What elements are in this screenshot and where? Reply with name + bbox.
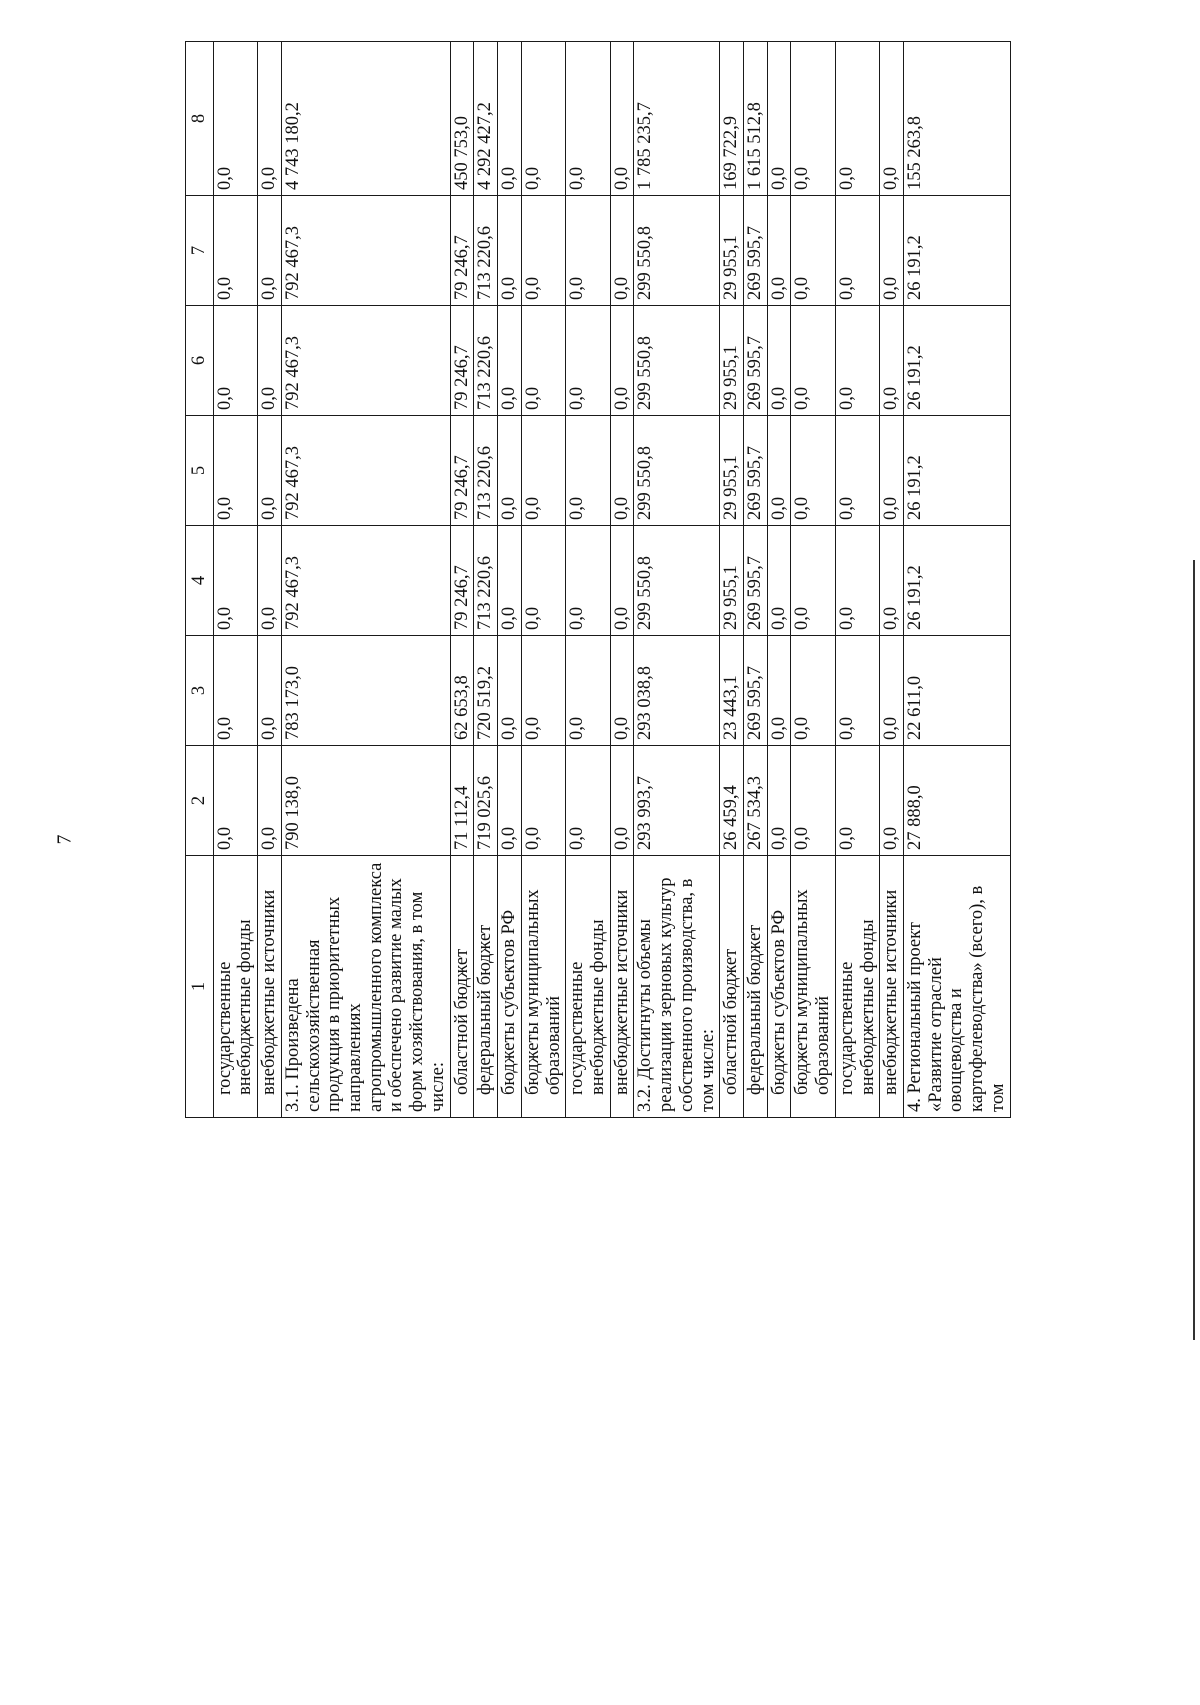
value-cell: 1 615 512,8: [743, 42, 767, 196]
value-cell: 783 173,0: [281, 636, 450, 746]
row-label: бюджеты субъектов РФ: [498, 856, 522, 1118]
value-cell: 713 220,6: [474, 416, 498, 526]
value-cell: 79 246,7: [450, 196, 474, 306]
value-cell: 0,0: [835, 42, 879, 196]
value-cell: 0,0: [521, 526, 565, 636]
row-label: государственные внебюджетные фонды: [566, 856, 610, 1118]
value-cell: 0,0: [498, 42, 522, 196]
value-cell: 29 955,1: [720, 196, 744, 306]
value-cell: 0,0: [258, 636, 282, 746]
value-cell: 22 611,0: [904, 636, 1011, 746]
value-cell: 450 753,0: [450, 42, 474, 196]
table-row: [791, 42, 835, 1118]
value-cell: 0,0: [258, 42, 282, 196]
value-cell: 0,0: [521, 42, 565, 196]
margin-rule: [1193, 560, 1195, 1340]
table-row: [904, 42, 1011, 1118]
value-cell: 0,0: [880, 636, 904, 746]
value-cell: 0,0: [213, 42, 257, 196]
row-label: внебюджетные источники: [880, 856, 904, 1118]
value-cell: 269 595,7: [743, 416, 767, 526]
value-cell: 269 595,7: [743, 196, 767, 306]
value-cell: 0,0: [566, 196, 610, 306]
value-cell: 269 595,7: [743, 526, 767, 636]
value-cell: 26 191,2: [904, 416, 1011, 526]
value-cell: 0,0: [498, 636, 522, 746]
value-cell: 0,0: [258, 746, 282, 856]
value-cell: 0,0: [835, 196, 879, 306]
column-header: 2: [186, 746, 214, 856]
value-cell: 0,0: [791, 636, 835, 746]
table-row: [566, 42, 610, 1118]
value-cell: 0,0: [566, 636, 610, 746]
value-cell: 713 220,6: [474, 196, 498, 306]
row-label: бюджеты муниципальных образований: [521, 856, 565, 1118]
value-cell: 790 138,0: [281, 746, 450, 856]
value-cell: 1 785 235,7: [634, 42, 720, 196]
value-cell: 792 467,3: [281, 306, 450, 416]
value-cell: 29 955,1: [720, 306, 744, 416]
row-label: государственные внебюджетные фонды: [835, 856, 879, 1118]
column-header: 7: [186, 196, 214, 306]
row-label: областной бюджет: [720, 856, 744, 1118]
value-cell: 169 722,9: [720, 42, 744, 196]
table-row: [474, 42, 498, 1118]
row-label: государственные внебюджетные фонды: [213, 856, 257, 1118]
column-header: 8: [186, 42, 214, 196]
value-cell: 792 467,3: [281, 526, 450, 636]
value-cell: 26 459,4: [720, 746, 744, 856]
value-cell: 0,0: [767, 526, 791, 636]
row-label: 3.1. Произведена сельскохозяйственная продукция в приоритетных направлениях агропромышленного комплекса и обеспечено развитие малых форм хозяйствования, в том числе:: [281, 856, 450, 1118]
value-cell: 26 191,2: [904, 526, 1011, 636]
value-cell: 0,0: [767, 196, 791, 306]
page-number: 7: [53, 834, 76, 845]
value-cell: 0,0: [835, 636, 879, 746]
value-cell: 0,0: [566, 526, 610, 636]
column-header: 5: [186, 416, 214, 526]
value-cell: 0,0: [566, 306, 610, 416]
value-cell: 0,0: [213, 306, 257, 416]
value-cell: 29 955,1: [720, 526, 744, 636]
column-header: 3: [186, 636, 214, 746]
value-cell: 293 993,7: [634, 746, 720, 856]
value-cell: 0,0: [258, 196, 282, 306]
table-row: [281, 42, 450, 1118]
value-cell: 0,0: [521, 636, 565, 746]
value-cell: 0,0: [791, 42, 835, 196]
value-cell: 293 038,8: [634, 636, 720, 746]
value-cell: 269 595,7: [743, 306, 767, 416]
table-row: [498, 42, 522, 1118]
value-cell: 23 443,1: [720, 636, 744, 746]
value-cell: 0,0: [521, 196, 565, 306]
value-cell: 0,0: [521, 306, 565, 416]
row-label: федеральный бюджет: [474, 856, 498, 1118]
value-cell: 0,0: [767, 636, 791, 746]
header-row: [186, 42, 214, 1118]
value-cell: 26 191,2: [904, 306, 1011, 416]
value-cell: 267 534,3: [743, 746, 767, 856]
value-cell: 62 653,8: [450, 636, 474, 746]
value-cell: 0,0: [258, 416, 282, 526]
value-cell: 0,0: [258, 306, 282, 416]
value-cell: 299 550,8: [634, 526, 720, 636]
value-cell: 0,0: [835, 746, 879, 856]
value-cell: 0,0: [880, 196, 904, 306]
value-cell: 713 220,6: [474, 526, 498, 636]
value-cell: 29 955,1: [720, 416, 744, 526]
value-cell: 299 550,8: [634, 416, 720, 526]
value-cell: 0,0: [498, 306, 522, 416]
value-cell: 720 519,2: [474, 636, 498, 746]
value-cell: 79 246,7: [450, 416, 474, 526]
value-cell: 0,0: [213, 636, 257, 746]
value-cell: 0,0: [258, 526, 282, 636]
table-row: [634, 42, 720, 1118]
table-row: [213, 42, 257, 1118]
column-header: 4: [186, 526, 214, 636]
table-row: [767, 42, 791, 1118]
value-cell: 27 888,0: [904, 746, 1011, 856]
value-cell: 0,0: [880, 42, 904, 196]
table-row: [521, 42, 565, 1118]
value-cell: 0,0: [498, 196, 522, 306]
value-cell: 0,0: [213, 526, 257, 636]
table-row: [258, 42, 282, 1118]
rotated-page: [185, 42, 1185, 1118]
column-header: 1: [186, 856, 214, 1118]
table-row: [450, 42, 474, 1118]
value-cell: 792 467,3: [281, 196, 450, 306]
value-cell: 299 550,8: [634, 306, 720, 416]
value-cell: 269 595,7: [743, 636, 767, 746]
value-cell: 0,0: [498, 526, 522, 636]
value-cell: 0,0: [610, 42, 634, 196]
value-cell: 0,0: [835, 526, 879, 636]
row-label: 4. Региональный проект «Развитие отраслей овощеводства и картофелеводства» (всего), в том: [904, 856, 1011, 1118]
value-cell: 0,0: [610, 306, 634, 416]
table-row: [835, 42, 879, 1118]
value-cell: 0,0: [610, 746, 634, 856]
value-cell: 0,0: [835, 306, 879, 416]
value-cell: 0,0: [521, 746, 565, 856]
value-cell: 0,0: [767, 746, 791, 856]
value-cell: 0,0: [835, 416, 879, 526]
value-cell: 0,0: [610, 526, 634, 636]
table-row: [743, 42, 767, 1118]
row-label: областной бюджет: [450, 856, 474, 1118]
value-cell: 0,0: [767, 306, 791, 416]
table-row: [610, 42, 634, 1118]
table-row: [880, 42, 904, 1118]
value-cell: 79 246,7: [450, 306, 474, 416]
value-cell: 0,0: [213, 746, 257, 856]
value-cell: 4 743 180,2: [281, 42, 450, 196]
value-cell: 71 112,4: [450, 746, 474, 856]
value-cell: 0,0: [791, 746, 835, 856]
row-label: бюджеты субъектов РФ: [767, 856, 791, 1118]
value-cell: 719 025,6: [474, 746, 498, 856]
value-cell: 0,0: [767, 416, 791, 526]
value-cell: 4 292 427,2: [474, 42, 498, 196]
row-label: федеральный бюджет: [743, 856, 767, 1118]
row-label: внебюджетные источники: [610, 856, 634, 1118]
value-cell: 0,0: [791, 306, 835, 416]
value-cell: 0,0: [880, 416, 904, 526]
value-cell: 0,0: [791, 416, 835, 526]
value-cell: 0,0: [213, 196, 257, 306]
row-label: бюджеты муниципальных образований: [791, 856, 835, 1118]
value-cell: 0,0: [610, 416, 634, 526]
row-label: 3.2. Достигнуты объемы реализации зерновых культур собственного производства, в том числе:: [634, 856, 720, 1118]
value-cell: 0,0: [880, 306, 904, 416]
table-row: [720, 42, 744, 1118]
value-cell: 0,0: [880, 526, 904, 636]
column-header: 6: [186, 306, 214, 416]
value-cell: 0,0: [213, 416, 257, 526]
value-cell: 0,0: [880, 746, 904, 856]
table-body: [186, 42, 1011, 1118]
value-cell: 0,0: [791, 526, 835, 636]
value-cell: 0,0: [610, 636, 634, 746]
value-cell: 0,0: [566, 746, 610, 856]
value-cell: 0,0: [566, 416, 610, 526]
value-cell: 0,0: [521, 416, 565, 526]
row-label: внебюджетные источники: [258, 856, 282, 1118]
value-cell: 713 220,6: [474, 306, 498, 416]
budget-table: [185, 41, 1011, 1118]
value-cell: 155 263,8: [904, 42, 1011, 196]
value-cell: 792 467,3: [281, 416, 450, 526]
value-cell: 26 191,2: [904, 196, 1011, 306]
value-cell: 0,0: [498, 416, 522, 526]
value-cell: 79 246,7: [450, 526, 474, 636]
value-cell: 299 550,8: [634, 196, 720, 306]
value-cell: 0,0: [610, 196, 634, 306]
value-cell: 0,0: [566, 42, 610, 196]
value-cell: 0,0: [791, 196, 835, 306]
value-cell: 0,0: [498, 746, 522, 856]
value-cell: 0,0: [767, 42, 791, 196]
